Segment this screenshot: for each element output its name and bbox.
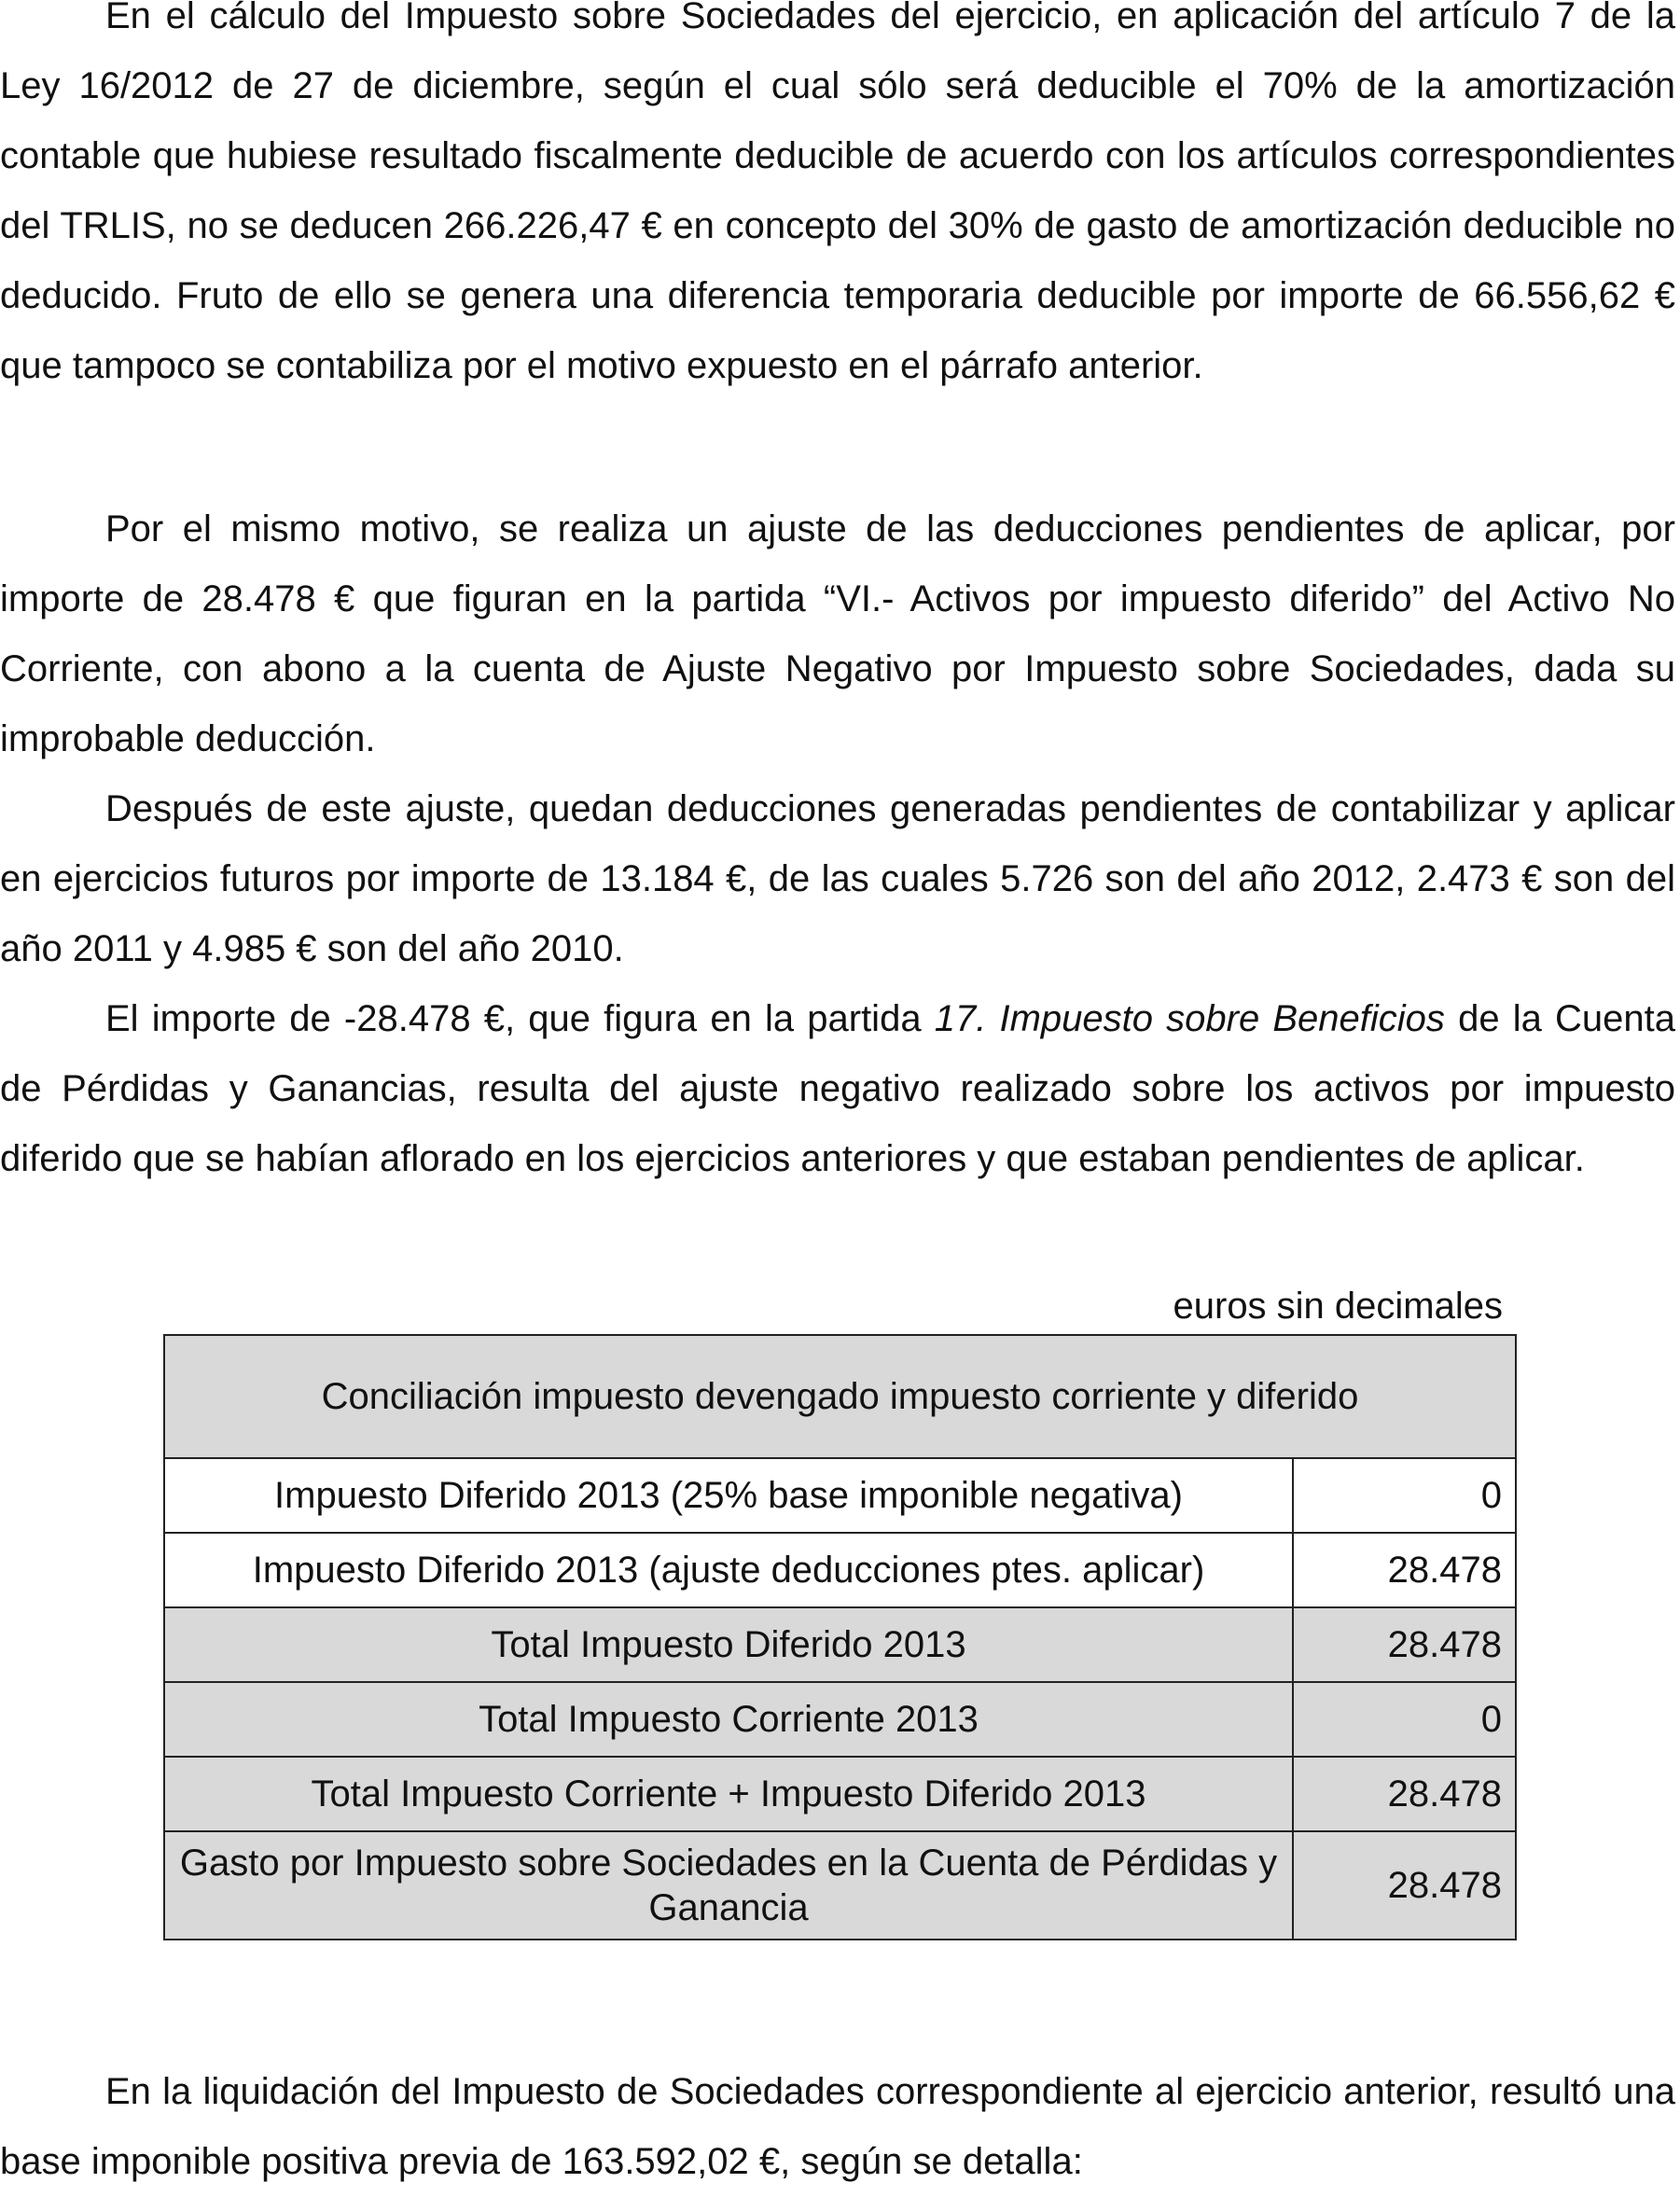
conciliation-table (163, 1334, 1517, 1940)
paragraph-amortizacion: En el cálculo del Impuesto sobre Sociedades del ejercicio, en aplicación del artículo 7 de la Ley 16/2012 de 27 de diciembre, según el cual sólo será deducible el 70% de la amortización contable que hubiese resultado fiscalmente deducible de acuerdo con los artículos correspondientes del TRLIS, no se deducen 266.226,47 € en concepto del 30% de gasto de amortización deducible no deducido. Fruto de ello se genera una diferencia temporaria deducible por importe de 66.556,62 € que tampoco se contabiliza por el motivo expuesto en el párrafo anterior. (0, 0, 1675, 386)
row-value: 28.478 (1293, 1757, 1516, 1831)
row-label: Gasto por Impuesto sobre Sociedades en la Cuenta de Pérdidas y Ganancia (164, 1831, 1293, 1940)
row-value: 28.478 (1293, 1831, 1516, 1940)
row-value: 28.478 (1293, 1533, 1516, 1607)
row-value: 0 (1293, 1458, 1516, 1533)
paragraph-text-start: El importe de -28.478 €, que figura en la partida (105, 998, 935, 1039)
table-row (164, 1458, 1516, 1533)
units-note: euros sin decimales (1173, 1286, 1503, 1327)
paragraph-impuesto-beneficios (0, 984, 1675, 1194)
partida-reference: 17. Impuesto sobre Beneficios (934, 998, 1445, 1039)
table-row (164, 1757, 1516, 1831)
table-title: Conciliación impuesto devengado impuesto corriente y diferido (164, 1335, 1516, 1458)
row-value: 28.478 (1293, 1607, 1516, 1682)
row-label: Impuesto Diferido 2013 (ajuste deducciones ptes. aplicar) (164, 1533, 1293, 1607)
row-label: Total Impuesto Corriente 2013 (164, 1682, 1293, 1757)
table-row (164, 1533, 1516, 1607)
table-row (164, 1607, 1516, 1682)
table-row (164, 1831, 1516, 1940)
row-label: Total Impuesto Corriente + Impuesto Diferido 2013 (164, 1757, 1293, 1831)
row-label: Total Impuesto Diferido 2013 (164, 1607, 1293, 1682)
table-row (164, 1682, 1516, 1757)
row-label: Impuesto Diferido 2013 (25% base imponible negativa) (164, 1458, 1293, 1533)
row-value: 0 (1293, 1682, 1516, 1757)
paragraph-ajuste-deducciones: Por el mismo motivo, se realiza un ajuste de las deducciones pendientes de aplicar, por importe de 28.478 € que figuran en la partida “VI.- Activos por impuesto diferido” del Activo No Corriente, con abono a la cuenta de Ajuste Negativo por Impuesto sobre Sociedades, dada su improbable deducción. (0, 508, 1675, 759)
paragraph-text-end: de la Cuenta de Pérdidas y Ganancias, resulta del ajuste negativo realizado sobre los activos por impuesto diferido que se habían aflorado en los ejercicios anteriores y que estaban pendientes de aplicar. (0, 998, 1675, 1179)
paragraph-liquidacion: En la liquidación del Impuesto de Sociedades correspondiente al ejercicio anterior, resultó una base imponible positiva previa de 163.592,02 €, según se detalla: (0, 2071, 1675, 2182)
paragraph-deducciones-pendientes: Después de este ajuste, quedan deducciones generadas pendientes de contabilizar y aplicar en ejercicios futuros por importe de 13.184 €, de las cuales 5.726 son del año 2012, 2.473 € son del año 2011 y 4.985 € son del año 2010. (0, 788, 1675, 969)
table-header-row (164, 1335, 1516, 1458)
